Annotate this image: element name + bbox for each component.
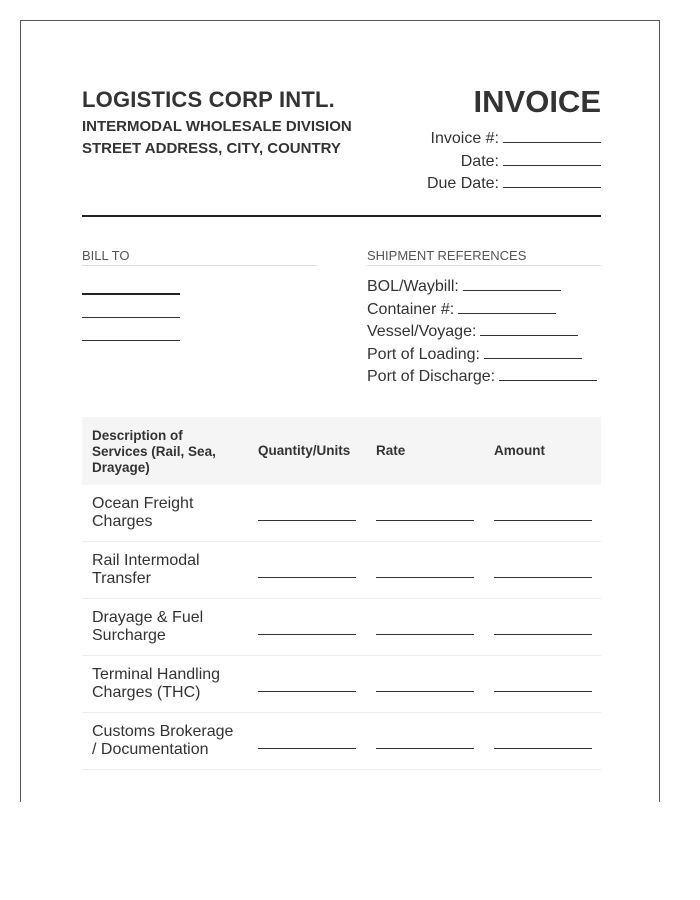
vessel-voyage-row: [367, 321, 597, 344]
invoice-number-label: Invoice #:: [430, 130, 499, 147]
rate-field[interactable]: [376, 748, 474, 749]
due-date-row: [427, 173, 601, 196]
invoice-date-row: [427, 151, 601, 174]
due-date-field[interactable]: [503, 186, 601, 188]
table-row: [82, 485, 601, 542]
invoice-date-field[interactable]: [503, 164, 601, 166]
bill-to-line[interactable]: [82, 293, 180, 295]
invoice-header: [82, 84, 601, 217]
invoice-title: INVOICE: [473, 84, 601, 119]
rate-field[interactable]: [376, 520, 474, 521]
row-description: Drayage & Fuel Surcharge: [92, 609, 204, 644]
row-description: Rail Intermodal Transfer: [92, 552, 200, 587]
header-description: Description of Services (Rail, Sea, Drayage): [92, 428, 216, 475]
table-row: [82, 656, 601, 713]
header-amount: Amount: [494, 443, 545, 458]
amount-field[interactable]: [494, 691, 592, 692]
quantity-field[interactable]: [258, 748, 356, 749]
billing-info: [82, 217, 601, 417]
rate-field[interactable]: [376, 691, 474, 692]
row-description: Customs Brokerage / Documentation: [92, 723, 234, 758]
invoice-meta: [427, 128, 601, 196]
shipment-references: [367, 276, 597, 389]
invoice-number-row: [427, 128, 601, 151]
quantity-field[interactable]: [258, 691, 356, 692]
container-number-row: [367, 299, 597, 322]
amount-field[interactable]: [494, 748, 592, 749]
container-number-field[interactable]: [458, 312, 556, 314]
vessel-voyage-label: Vessel/Voyage:: [367, 323, 477, 340]
container-number-label: Container #:: [367, 300, 455, 318]
bill-to-line[interactable]: [82, 317, 180, 318]
company-name: LOGISTICS CORP INTL.: [82, 87, 335, 112]
due-date-label: Due Date:: [426, 175, 499, 192]
invoice-date-label: Date:: [460, 152, 499, 170]
header-quantity: Quantity/Units: [258, 443, 351, 458]
bill-to-label: BILL TO: [82, 248, 317, 266]
company-address: STREET ADDRESS, CITY, COUNTRY: [82, 140, 341, 157]
invoice-number-field[interactable]: [503, 141, 601, 143]
port-of-loading-row: [367, 344, 597, 367]
port-of-loading-label: Port of Loading:: [367, 345, 480, 363]
table-row: [82, 713, 601, 770]
rate-field[interactable]: [376, 577, 474, 578]
row-description: Ocean Freight Charges: [92, 495, 194, 530]
invoice-sheet: [20, 20, 660, 802]
table-header: [82, 417, 601, 485]
amount-field[interactable]: [494, 520, 592, 521]
amount-field[interactable]: [494, 577, 592, 578]
row-description: Terminal Handling Charges (THC): [92, 666, 221, 701]
bill-to-fields: [82, 293, 180, 363]
rate-field[interactable]: [376, 634, 474, 635]
bol-waybill-row: [367, 276, 597, 299]
shipment-references-label: SHIPMENT REFERENCES: [367, 248, 601, 266]
port-of-discharge-label: Port of Discharge:: [367, 368, 496, 385]
services-table: [82, 417, 601, 770]
bol-waybill-field[interactable]: [463, 289, 561, 291]
table-row: [82, 599, 601, 656]
bol-waybill-label: BOL/Waybill:: [367, 278, 459, 295]
quantity-field[interactable]: [258, 577, 356, 578]
port-of-discharge-row: [367, 366, 597, 389]
quantity-field[interactable]: [258, 520, 356, 521]
invoice-content: [82, 84, 601, 770]
port-of-loading-field[interactable]: [484, 357, 582, 359]
company-division: INTERMODAL WHOLESALE DIVISION: [82, 118, 352, 135]
quantity-field[interactable]: [258, 634, 356, 635]
bill-to-line[interactable]: [82, 340, 180, 341]
amount-field[interactable]: [494, 634, 592, 635]
header-rate: Rate: [376, 443, 406, 458]
table-row: [82, 542, 601, 599]
vessel-voyage-field[interactable]: [480, 334, 578, 336]
port-of-discharge-field[interactable]: [499, 379, 597, 381]
